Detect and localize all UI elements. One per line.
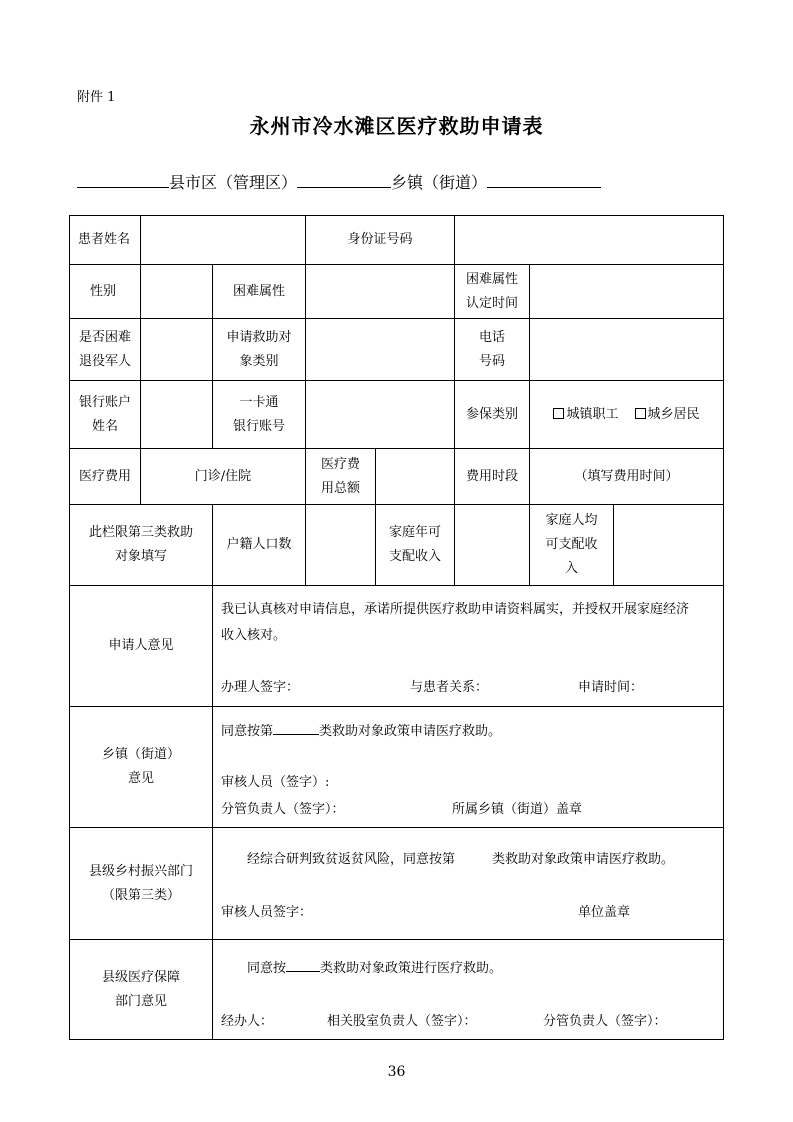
visit-type-field[interactable]: 门诊/住院 (140, 448, 306, 505)
aid-category-label: 申请救助对 象类别 (212, 318, 306, 381)
county-label: 县市区（管理区） (169, 173, 298, 192)
total-cost-label: 医疗费 用总额 (305, 448, 376, 505)
id-number-field[interactable] (454, 215, 724, 265)
street-blank[interactable] (487, 171, 601, 188)
patient-name-label: 患者姓名 (69, 215, 141, 265)
town-leader-label: 分管负责人（签字）： (221, 802, 345, 817)
handler-label: 经办人： (221, 1014, 274, 1029)
applicant-statement-line1: 我已认真核对申请信息，承诺所提供医疗救助申请资料属实，并授权开展家庭经济 (221, 602, 690, 617)
medical-leader-label: 分管负责人（签字）： (543, 1014, 667, 1029)
revitalization-opinion-label: 县级乡村振兴部门 （限第三类） (69, 827, 213, 940)
applicant-opinion-label: 申请人意见 (69, 585, 213, 707)
per-capita-income-label: 家庭人均 可支配收 入 (529, 504, 614, 586)
gender-label: 性别 (69, 264, 141, 319)
household-size-label: 户籍人口数 (212, 504, 306, 586)
revitalization-reviewer-label: 审核人员签字： (221, 905, 313, 920)
id-number-label: 身份证号码 (305, 215, 455, 265)
town-reviewer-label: 审核人员（签字）: (221, 775, 330, 790)
per-capita-income-field[interactable] (613, 504, 724, 586)
town-seal-label: 所属乡镇（街道）盖章 (452, 802, 583, 817)
town-name-blank[interactable] (297, 171, 391, 188)
medical-cost-label: 医疗费用 (69, 448, 141, 505)
aid-category-field[interactable] (305, 318, 455, 381)
medical-security-opinion-label: 县级医疗保障 部门意见 (69, 939, 213, 1040)
medical-security-agree-line: 同意按 类救助对象政策进行医疗救助。 (247, 957, 502, 979)
patient-relation-label: 与患者关系： (410, 680, 489, 695)
county-blank[interactable] (77, 171, 169, 188)
card-account-label: 一卡通 银行账号 (212, 380, 306, 449)
bank-holder-field[interactable] (140, 380, 213, 449)
total-cost-field[interactable] (375, 448, 455, 505)
town-agree-line: 同意按第 类救助对象政策申请医疗救助。 (221, 720, 501, 742)
insurance-type-options (529, 380, 724, 449)
medical-class-blank[interactable] (286, 957, 320, 972)
town-opinion-label: 乡镇（街道） 意见 (69, 706, 213, 828)
hardship-date-label: 困难属性 认定时间 (454, 264, 530, 319)
family-income-label: 家庭年可 支配收入 (375, 504, 455, 586)
hardship-attribute-field[interactable] (305, 264, 455, 319)
household-size-field[interactable] (305, 504, 376, 586)
insurance-option-resident[interactable]: 城乡居民 (635, 403, 700, 427)
page-title: 永州市冷水滩区医疗救助申请表 (249, 114, 544, 138)
card-account-field[interactable] (305, 380, 455, 449)
revitalization-opinion-area[interactable] (212, 827, 724, 940)
insurance-type-label: 参保类别 (454, 380, 530, 449)
cost-period-label: 费用时段 (454, 448, 530, 505)
patient-name-field[interactable] (140, 215, 306, 265)
hardship-attribute-label: 困难属性 (212, 264, 306, 319)
page-number: 36 (387, 1064, 406, 1080)
revitalization-line1-prefix: 经综合研判致贫返贫风险，同意按第 (247, 852, 456, 867)
phone-label: 电话 号码 (454, 318, 530, 381)
revitalization-seal-label: 单位盖章 (578, 905, 631, 920)
checkbox-icon[interactable] (553, 408, 564, 419)
revitalization-line1-suffix: 类救助对象政策申请医疗救助。 (492, 852, 675, 867)
veteran-label: 是否困难 退役军人 (69, 318, 141, 381)
application-time-label: 申请时间： (578, 680, 644, 695)
checkbox-icon[interactable] (635, 408, 646, 419)
agent-signature-label: 办理人签字： (221, 680, 300, 695)
gender-field[interactable] (140, 264, 213, 319)
section-head-label: 相关股室负责人（签字）： (327, 1014, 477, 1029)
third-class-label: 此栏限第三类救助 对象填写 (69, 504, 213, 586)
cost-period-field[interactable]: （填写费用时间） (529, 448, 724, 505)
applicant-statement-line2: 收入核对。 (221, 628, 287, 643)
attachment-label: 附件 1 (77, 90, 116, 105)
bank-holder-label: 银行账户 姓名 (69, 380, 141, 449)
phone-field[interactable] (529, 318, 724, 381)
town-label: 乡镇（街道） (391, 173, 488, 192)
hardship-date-field[interactable] (529, 264, 724, 319)
family-income-field[interactable] (454, 504, 530, 586)
veteran-field[interactable] (140, 318, 213, 381)
insurance-option-urban-worker[interactable]: 城镇职工 (553, 403, 618, 427)
town-class-blank[interactable] (273, 720, 319, 735)
location-line (77, 170, 601, 193)
